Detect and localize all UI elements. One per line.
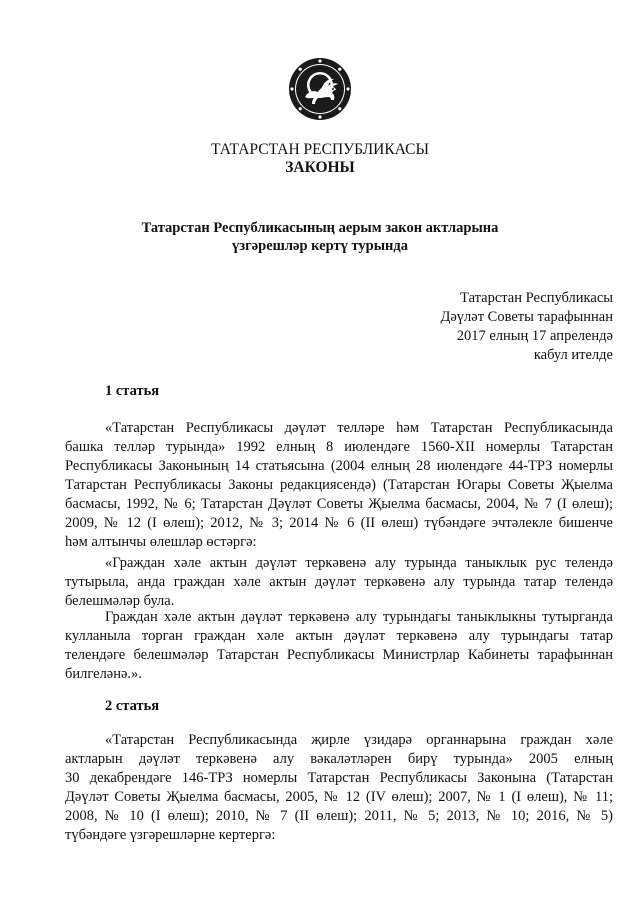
- article-2-heading: 2 статья: [105, 698, 160, 714]
- adoption-line: кабул ителде: [533, 347, 613, 363]
- paragraph-line: кулланыла торган граждан хәле актын дәүләт теркәвенә алу турындагы татар: [65, 628, 613, 644]
- adoption-note: [353, 289, 613, 365]
- adoption-line: Татарстан Республикасы: [460, 290, 613, 306]
- paragraph-line: тутырыла, анда граждан хәле актын дәүләт теркәвенә алу турында татар телендә: [65, 574, 613, 590]
- tatarstan-coat-of-arms-icon: [288, 57, 352, 121]
- paragraph-line: 2009, № 12 (I өлеш); 2012, № 3; 2014 № 6 (II өлеш) түбәндәге эчтәлекле бишенче: [65, 515, 613, 531]
- paragraph-line: 2008, № 10 (I өлеш); 2010, № 7 (II өлеш); 2011, № 5; 2013, № 10; 2016, № 5): [65, 808, 613, 824]
- paragraph-line: һәм алтынчы өлешләр өстәргә:: [65, 534, 257, 550]
- paragraph-line: телендәге белешмәләр Татарстан Республикасы Министрлар Кабинеты тарафыннан: [65, 647, 613, 663]
- paragraph-line: Татарстан Республикасы Законы редакциясендә) (Татарстан Югары Советы Җыелма: [65, 477, 613, 493]
- paragraph-line: актларын дәүләт теркәвенә алу вәкаләтләрен бирү турында» 2005 елның: [65, 751, 613, 767]
- paragraph-line: билгеләнә.».: [65, 666, 142, 682]
- adoption-line: 2017 елның 17 апрелендә: [456, 328, 613, 344]
- paragraph-line: Граждан хәле актын дәүләт теркәвенә алу турындагы таныклыкны тутырганда: [105, 609, 613, 625]
- republic-name: ТАТАРСТАН РЕСПУБЛИКАСЫ: [211, 141, 429, 158]
- paragraph-line: «Татарстан Республикасы дәүләт телләре һәм Татарстан Республикасында: [105, 420, 613, 436]
- paragraph-line: басмасы, 1992, № 6; Татарстан Дәүләт Советы Җыелма басмасы, 2004, № 7 (I өлеш);: [65, 496, 613, 512]
- paragraph-line: белешмәләр була.: [65, 593, 175, 609]
- article-1-intro-paragraph: [65, 419, 613, 552]
- document-type: ЗАКОНЫ: [285, 159, 355, 176]
- article-1-heading: 1 статья: [105, 383, 160, 399]
- paragraph-line: 30 декабрендәге 146-ТРЗ номерлы Татарстан Республикасы Законына (Татарстан: [65, 770, 613, 786]
- article-1-quote-paragraph-1: [65, 554, 613, 611]
- paragraph-line: «Граждан хәле актын дәүләт теркәвенә алу турында таныклык рус телендә: [105, 555, 613, 571]
- adoption-line: Дәүләт Советы тарафыннан: [440, 309, 613, 325]
- paragraph-line: Дәүләт Советы Җыелма басмасы, 2005, № 12 (IV өлеш); 2007, № 1 (I өлеш), № 11;: [65, 789, 613, 805]
- article-2-intro-paragraph: [65, 731, 613, 845]
- paragraph-line: башка телләр турында» 1992 елның 8 июлендәге 1560-XII номерлы Татарстан: [65, 439, 613, 455]
- paragraph-line: «Татарстан Республикасында җирле үзидарә органнарына граждан хәле: [105, 732, 613, 748]
- law-title-line-2: үзгәрешләр кертү турында: [232, 238, 408, 254]
- article-1-quote-paragraph-2: [65, 608, 613, 684]
- law-title-line-1: Татарстан Республикасының аерым закон актларына: [141, 220, 499, 236]
- paragraph-line: Республикасы Законының 14 статьясына (2004 елның 28 июлендәге 44-ТРЗ номерлы: [65, 458, 613, 474]
- paragraph-line: түбәндәге үзгәрешләрне кертергә:: [65, 827, 276, 843]
